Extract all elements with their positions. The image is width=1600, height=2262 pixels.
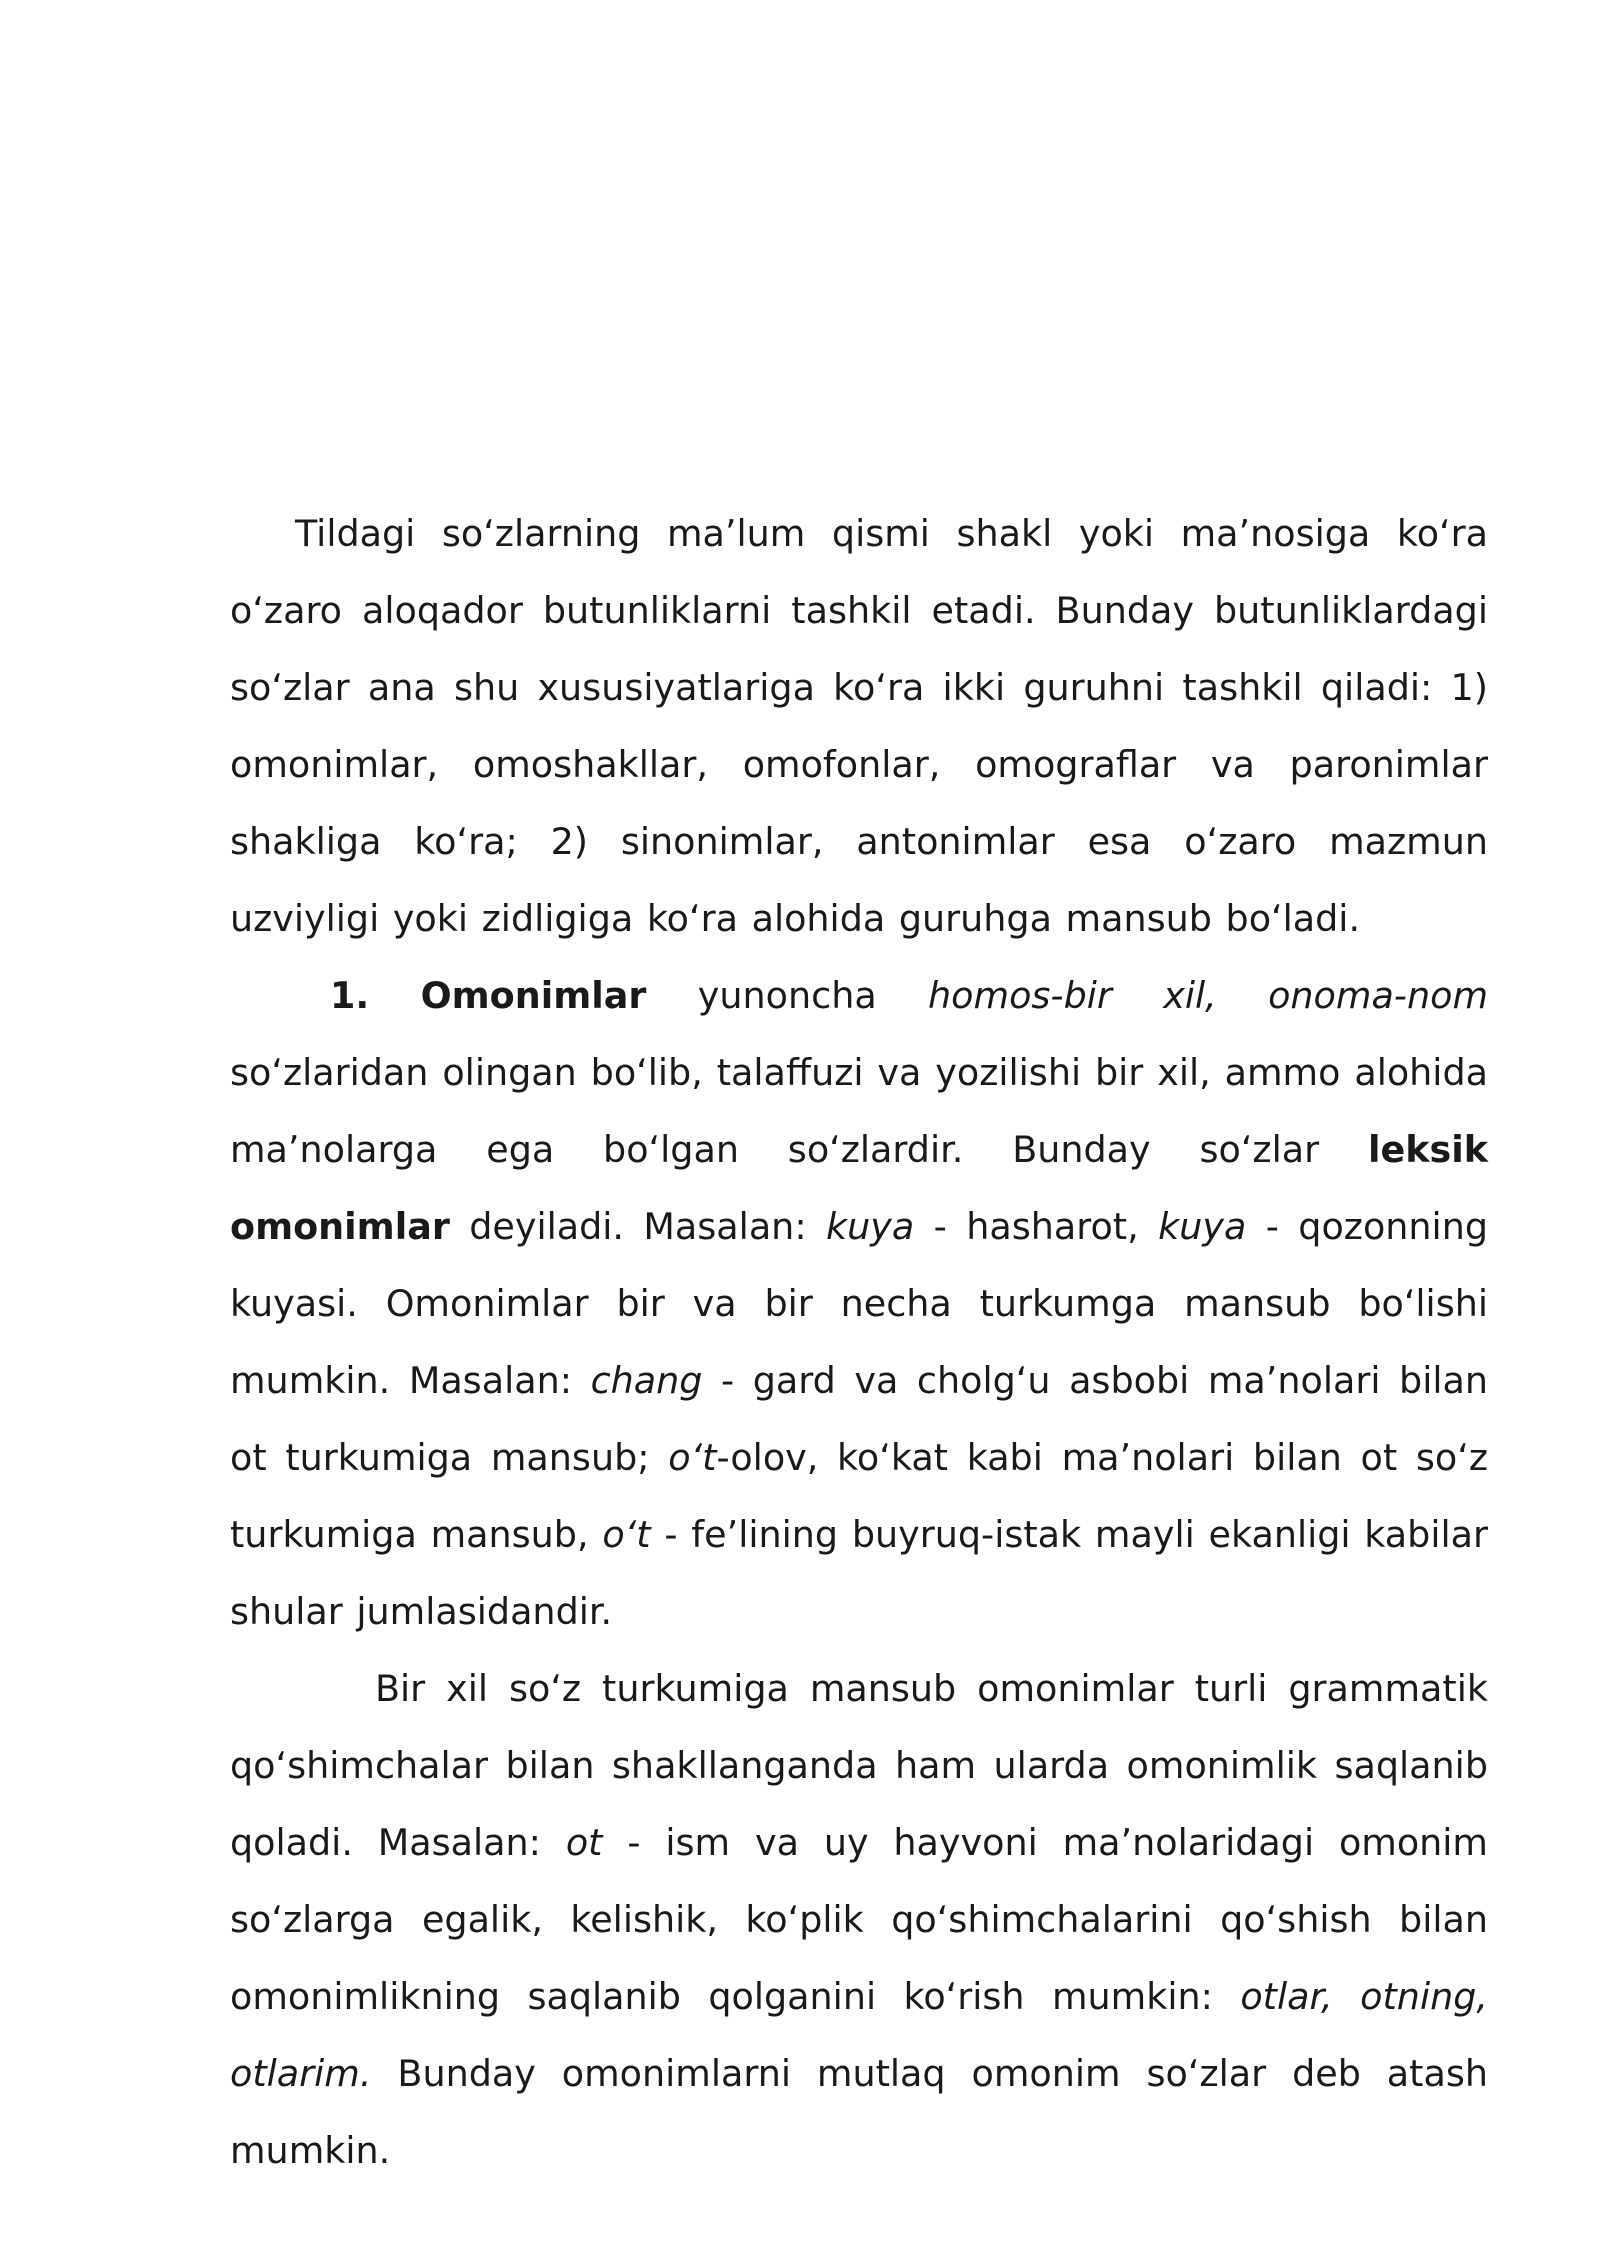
example-word: oʻt xyxy=(668,1436,717,1479)
text-segment: soʻzlaridan olingan boʻlib, talaffuzi va yozilishi bir xil, ammo alohida maʼnolarga ega boʻlgan soʻzlardir. Bunday soʻzlar xyxy=(230,1051,1488,1171)
text-segment: Bunday omonimlarni mutlaq omonim soʻzlar deb atash mumkin. xyxy=(230,2052,1488,2172)
example-words: otlar, otning, otlarim. xyxy=(230,1975,1488,2095)
etymology: homos-bir xil, onoma-nom xyxy=(928,974,1488,1017)
example-word: kuya xyxy=(826,1205,915,1248)
text-segment: Bir xil soʻz turkumiga mansub omonimlar turli grammatik qoʻshimchalar bilan shakllanganda ham ularda omonimlik saqlanib qoladi. Masalan: xyxy=(230,1667,1488,1864)
paragraph-omonimlar xyxy=(230,957,1488,1650)
example-word: oʻt xyxy=(602,1513,651,1556)
paragraph-grammatik xyxy=(230,1650,1488,2189)
text-segment: deyiladi. Masalan: xyxy=(449,1205,827,1248)
paragraph-intro xyxy=(230,495,1488,957)
text-segment: - ism va uy hayvoni maʼnolaridagi omonim soʻzlarga egalik, kelishik, koʻplik qoʻshimchalarini qoʻshish bilan omonimlikning saqlanib qolganini koʻrish mumkin: xyxy=(230,1821,1488,2018)
document-page xyxy=(230,495,1488,2189)
text-segment: - gard va cholgʻu asbobi maʼnolari bilan ot turkumiga mansub; xyxy=(230,1359,1488,1479)
text-segment: yunoncha xyxy=(646,974,929,1017)
text-segment: -olov, koʻkat kabi maʼnolari bilan ot soʻz turkumiga mansub, xyxy=(230,1436,1489,1556)
example-word: chang xyxy=(590,1359,703,1402)
text-segment: - feʼlining buyruq-istak mayli ekanligi kabilar shular jumlasidandir. xyxy=(230,1513,1488,1633)
text-segment: - hasharot, xyxy=(914,1205,1159,1248)
paragraph-intro-text: Tildagi soʻzlarning maʼlum qismi shakl yoki maʼnosiga koʻra oʻzaro aloqador butunliklarni tashkil etadi. Bunday butunliklardagi soʻzlar ana shu xususiyatlariga koʻra ikki guruhni tashkil qiladi: 1) omonimlar, omoshakllar, omofonlar, omograflar va paronimlar shakliga koʻra; 2) sinonimlar, antonimlar esa oʻzaro mazmun uzviyligi yoki zidligiga koʻra alohida guruhga mansub boʻladi. xyxy=(230,512,1488,940)
text-segment: - qozonning kuyasi. Omonimlar bir va bir necha turkumga mansub boʻlishi mumkin. Masalan: xyxy=(230,1205,1489,1402)
term-leksik-omonimlar: leksik omonimlar xyxy=(230,1128,1488,1248)
example-word: kuya xyxy=(1158,1205,1247,1248)
section-number: 1. xyxy=(330,974,370,1017)
term-omonimlar: Omonimlar xyxy=(420,974,647,1017)
example-word: ot xyxy=(565,1821,603,1864)
